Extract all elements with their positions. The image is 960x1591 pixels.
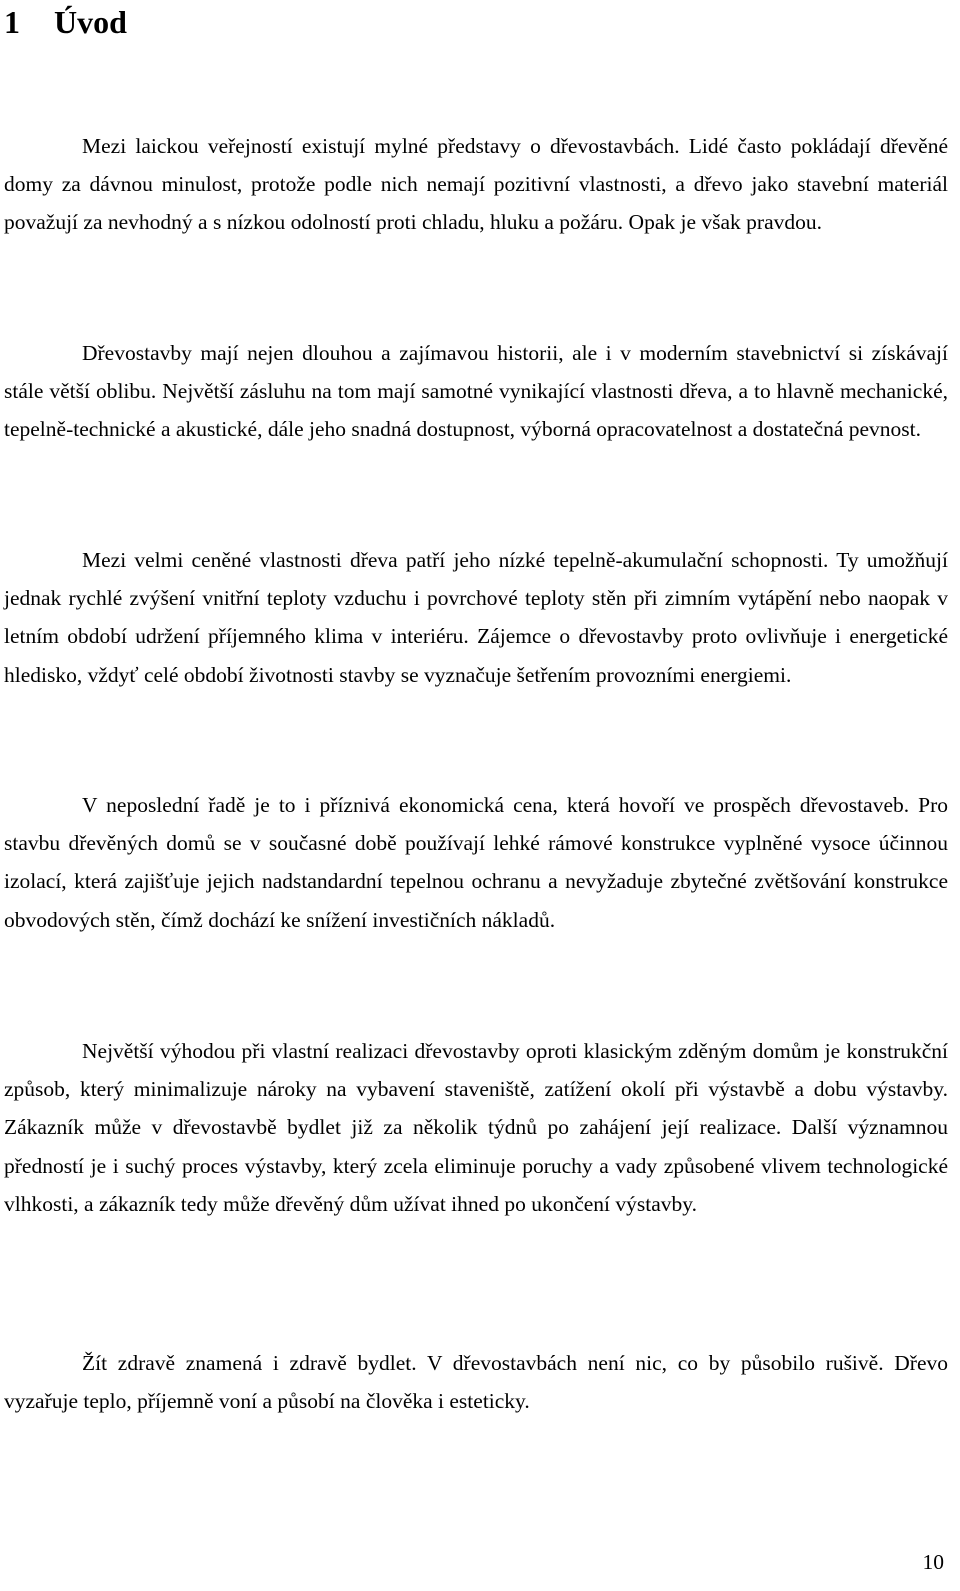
paragraph-economic-price: V neposlední řadě je to i příznivá ekonomická cena, která hovoří ve prospěch dřevostaveb. Pro stavbu dřevěných domů se v současné době používají lehké rámové konstrukce vyplněné vysoce účinnou izolací, která zajišťuje jejich nadstandardní tepelnou ochranu a nevyžaduje zbytečné zvětšování konstrukce obvodových stěn, čímž dochází ke snížení investičních nákladů.	[4, 793, 948, 932]
paragraph-history: Dřevostavby mají nejen dlouhou a zajímavou historii, ale i v moderním stavebnictví si získávají stále větší oblibu. Největší zásluhu na tom mají samotné vynikající vlastnosti dřeva, a to hlavně mechanické, tepelně-technické a akustické, dále jeho snadná dostupnost, výborná opracovatelnost a dostatečná pevnost.	[4, 341, 948, 442]
page-number: 10	[922, 1550, 944, 1574]
section-heading	[4, 0, 127, 44]
section-number: 1	[4, 4, 20, 40]
paragraph-construction-advantages: Největší výhodou při vlastní realizaci dřevostavby oproti klasickým zděným domům je konstrukční způsob, který minimalizuje nároky na vybavení staveniště, zatížení okolí při výstavbě a dobu výstavby. Zákazník může v dřevostavbě bydlet již za několik týdnů po zahájení její realizace. Další významnou předností je i suchý proces výstavby, který zcela eliminuje poruchy a vady způsobené vlivem technologické vlhkosti, a zákazník tedy může dřevěný dům užívat ihned po ukončení výstavby.	[4, 1039, 948, 1216]
paragraph-healthy-living: Žít zdravě znamená i zdravě bydlet. V dřevostavbách není nic, co by působilo rušivě. Dřevo vyzařuje teplo, příjemně voní a působí na člověka i esteticky.	[4, 1351, 948, 1414]
section-title: Úvod	[54, 4, 127, 40]
paragraph-thermal-properties: Mezi velmi ceněné vlastnosti dřeva patří jeho nízké tepelně-akumulační schopnosti. Ty umožňují jednak rychlé zvýšení vnitřní teploty vzduchu i povrchové teploty stěn při zimním vytápění nebo naopak v letním období udržení příjemného klima v interiéru. Zájemce o dřevostavby proto ovlivňuje i energetické hledisko, vždyť celé období životnosti stavby se vyznačuje šetřením provozními energiemi.	[4, 548, 948, 687]
paragraph-misconceptions: Mezi laickou veřejností existují mylné představy o dřevostavbách. Lidé často pokládají dřevěné domy za dávnou minulost, protože podle nich nemají pozitivní vlastnosti, a dřevo jako stavební materiál považují za nevhodný a s nízkou odolností proti chladu, hluku a požáru. Opak je však pravdou.	[4, 134, 948, 235]
